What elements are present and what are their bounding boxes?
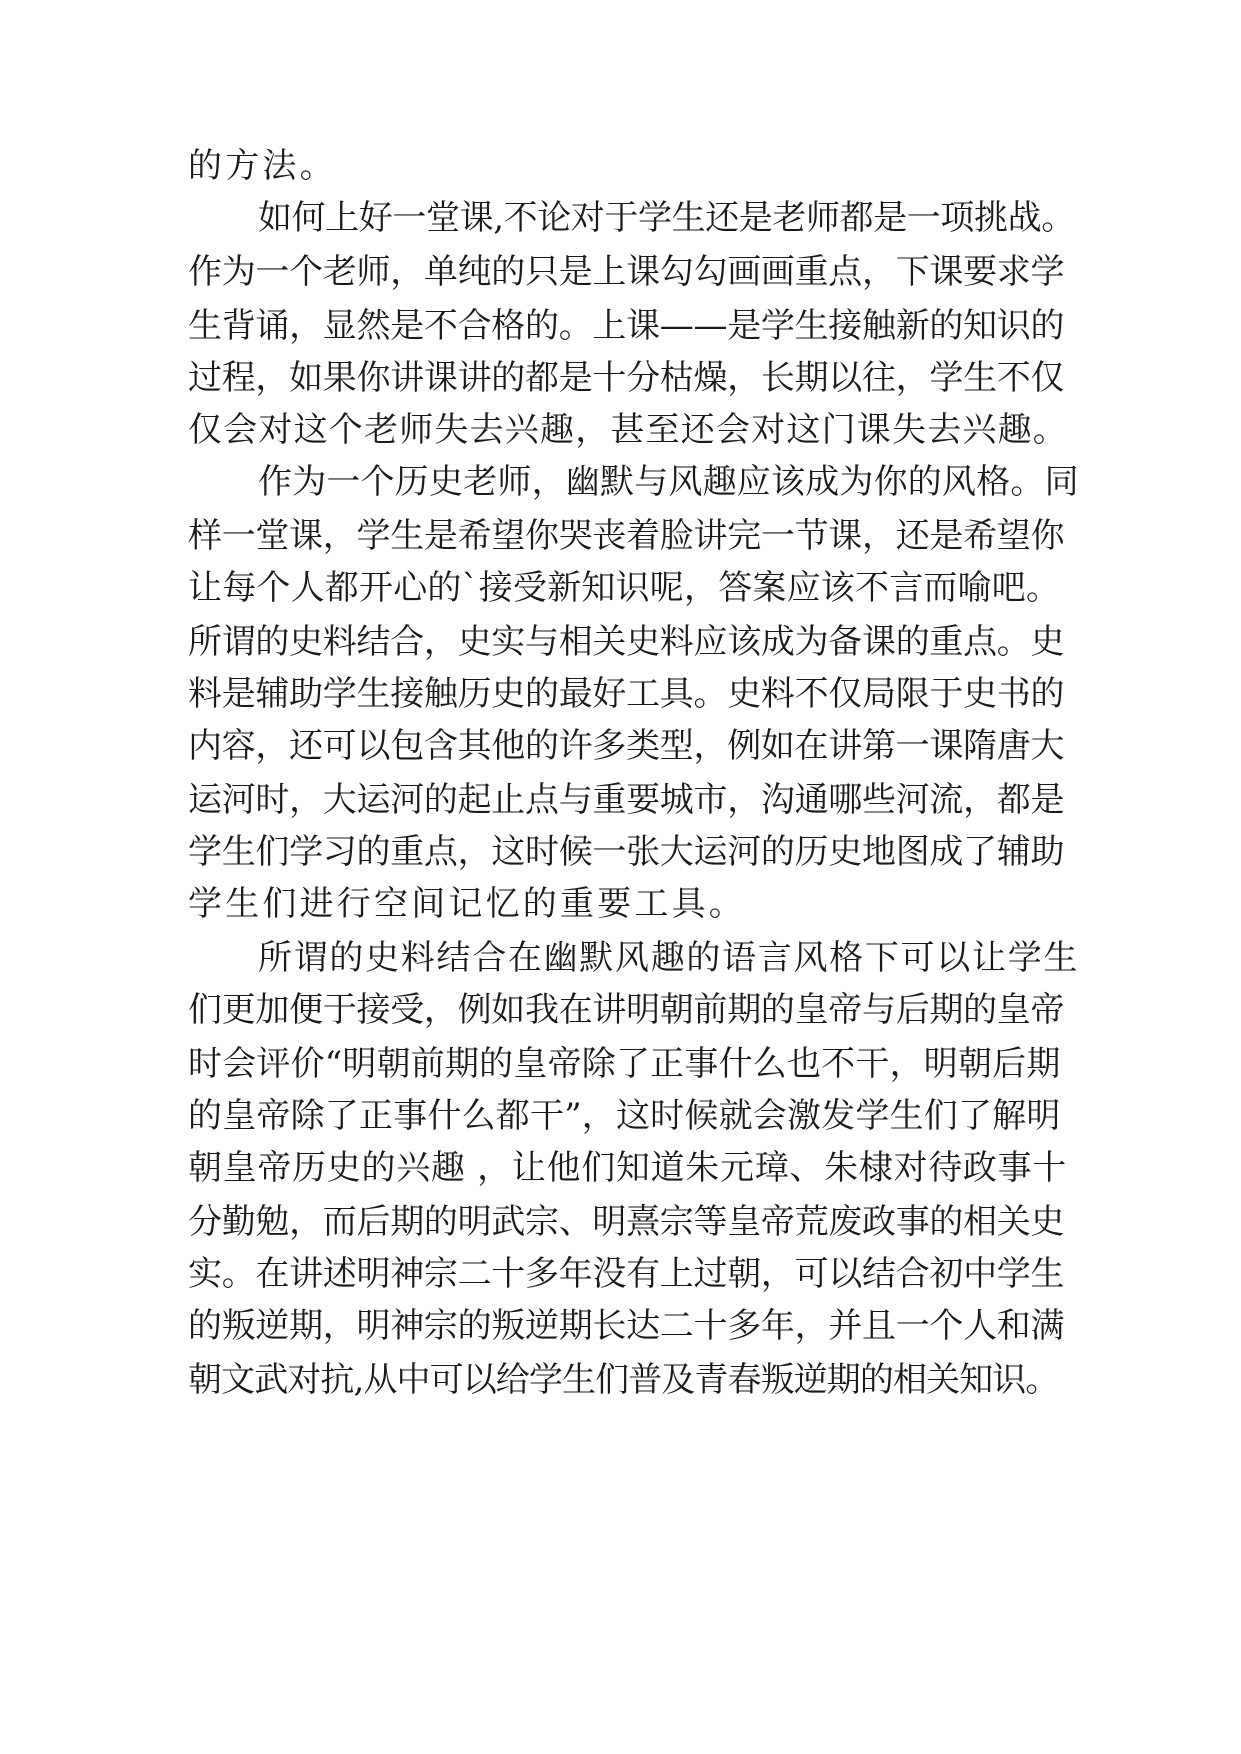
text-line: 运河时，大运河的起止点与重要城市，沟通哪些河流，都是 (188, 780, 1065, 820)
text-line: 学生们学习的重点，这时候一张大运河的历史地图成了辅助 (188, 832, 1065, 872)
text-line: 的皇帝除了正事什么都干”，这时候就会激发学生们了解明 (188, 1096, 1061, 1136)
text-line: 的方法。 (188, 146, 337, 186)
text-line: 朝文武对抗,从中可以给学生们普及青春叛逆期的相关知识。 (188, 1360, 1059, 1400)
text-line: 分勤勉，而后期的明武宗、明熹宗等皇帝荒废政事的相关史 (188, 1202, 1065, 1242)
text-line: 生背诵，显然是不合格的。上课——是学生接触新的知识的 (188, 306, 1065, 346)
text-line: 让每个人都开心的`接受新知识呢，答案应该不言而喻吧。 (188, 568, 1061, 608)
text-line: 所谓的史料结合在幽默风趣的语言风格下可以让学生 (258, 938, 1080, 978)
text-line: 样一堂课，学生是希望你哭丧着脸讲完一节课，还是希望你 (188, 516, 1065, 556)
text-line: 内容，还可以包含其他的许多类型，例如在讲第一课隋唐大 (188, 726, 1065, 766)
text-line: 们更加便于接受，例如我在讲明朝前期的皇帝与后期的皇帝 (188, 990, 1065, 1030)
text-line: 仅会对这个老师失去兴趣，甚至还会对这门课失去兴趣。 (188, 410, 1068, 450)
text-line: 作为一个老师，单纯的只是上课勾勾画画重点，下课要求学 (188, 252, 1065, 292)
text-line: 所谓的史料结合，史实与相关史料应该成为备课的重点。史 (188, 622, 1065, 662)
text-line: 如何上好一堂课,不论对于学生还是老师都是一项挑战。 (258, 198, 1075, 238)
text-line: 朝皇帝历史的兴趣 ，让他们知道朱元璋、朱棣对待政事十 (188, 1148, 1068, 1188)
text-line: 学生们进行空间记忆的重要工具。 (188, 884, 746, 924)
text-line: 实。在讲述明神宗二十多年没有上过朝，可以结合初中学生 (188, 1254, 1065, 1294)
text-line: 的叛逆期，明神宗的叛逆期长达二十多年，并且一个人和满 (188, 1306, 1065, 1346)
text-line: 作为一个历史老师，幽默与风趣应该成为你的风格。同 (258, 462, 1079, 502)
text-line: 过程，如果你讲课讲的都是十分枯燥，长期以往，学生不仅 (188, 358, 1065, 398)
text-line: 料是辅助学生接触历史的最好工具。史料不仅局限于史书的 (188, 674, 1065, 714)
text-line: 时会评价“明朝前期的皇帝除了正事什么也不干，明朝后期 (188, 1044, 1061, 1084)
